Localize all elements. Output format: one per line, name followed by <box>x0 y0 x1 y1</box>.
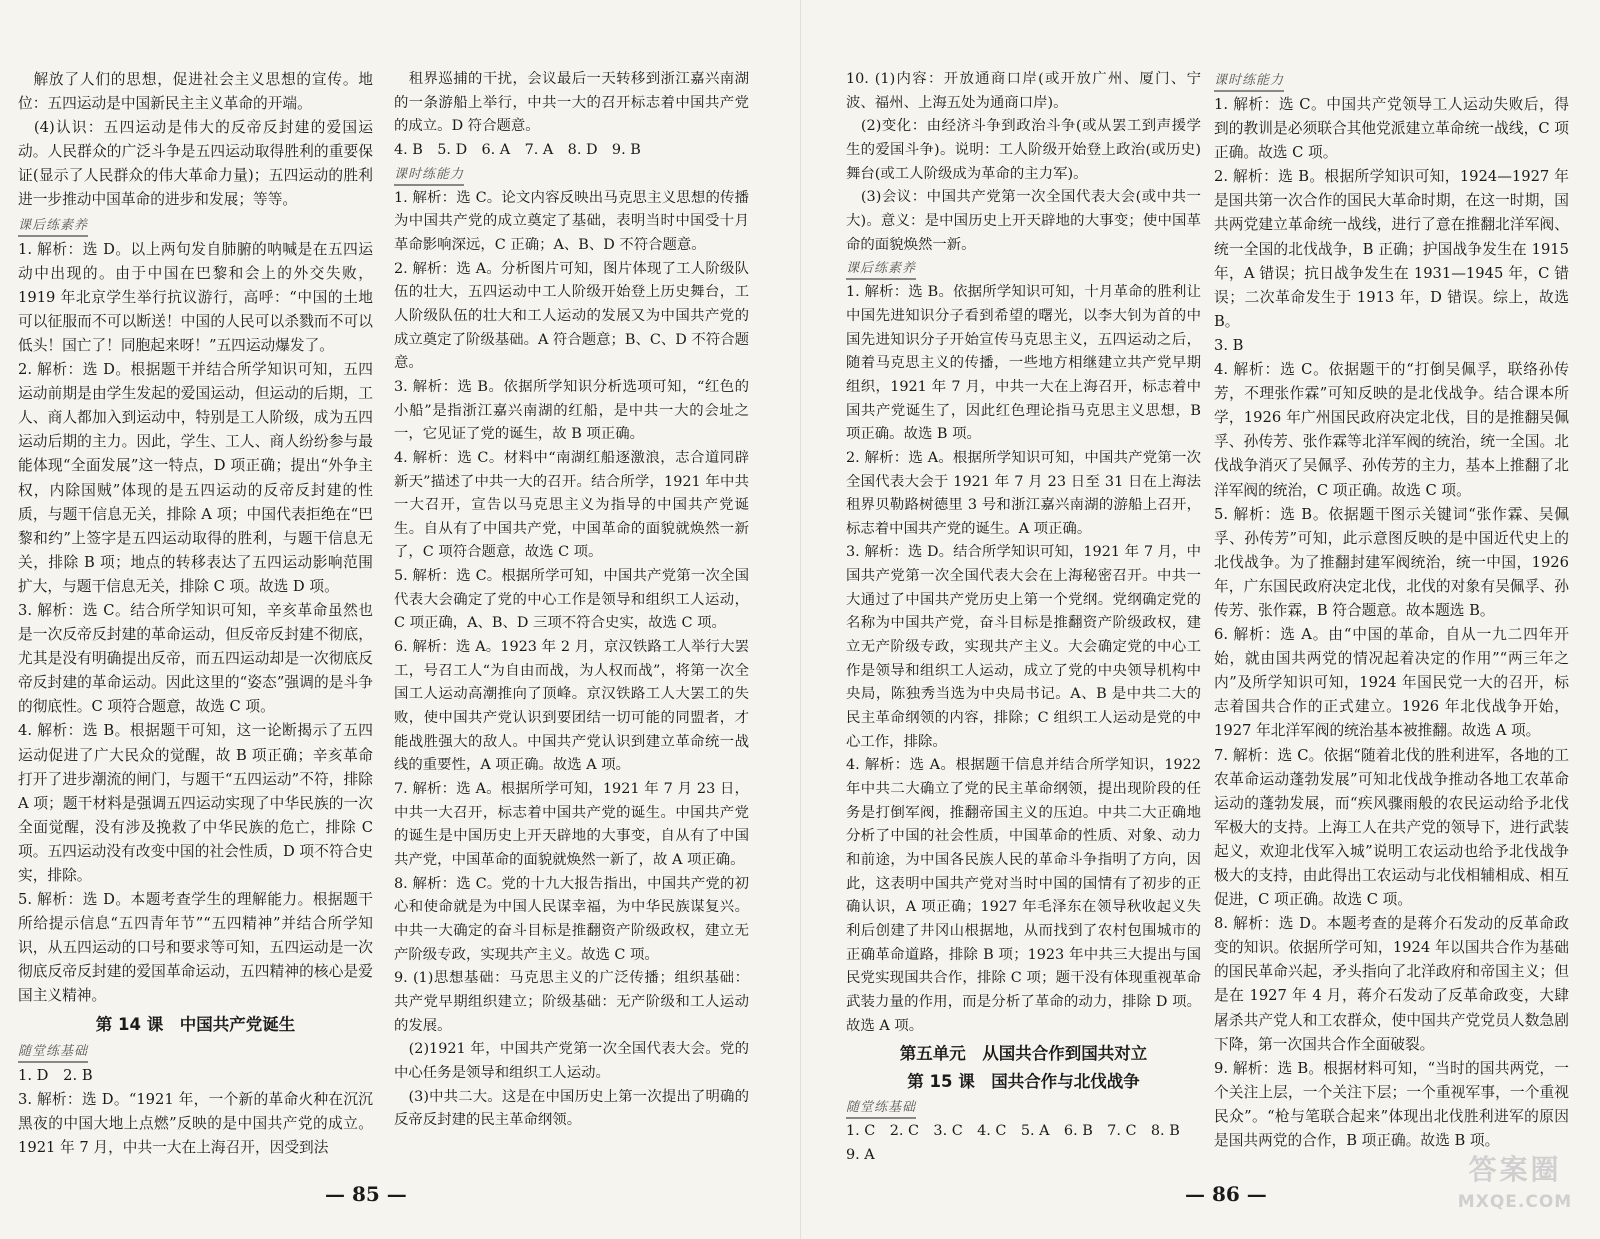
left-col-2 <box>394 68 749 1133</box>
answer-paragraph: 10. (1)内容：开放通商口岸(或开放广州、厦门、宁波、福州、上海五处为通商口岸)。 <box>846 71 1201 111</box>
answer-paragraph: 3. 解析：选 D。“1921 年，一个新的革命火种在沉沉黑夜的中国大地上点燃”反映的是中国共产党的成立。1921 年 7 月，中共一大在上海召开，因受到法 <box>18 1090 373 1156</box>
page-number-right: — 86 — <box>1185 1182 1267 1206</box>
section-heading: 课后练素养 <box>846 260 916 280</box>
answer-paragraph: 5. 解析：选 C。根据所学可知，中国共产党第一次全国代表大会确定了党的中心工作是领导和组织工人运动，C 项正确，A、B、D 三项不符合史实，故选 C 项。 <box>394 568 749 632</box>
right-page <box>800 0 1600 1239</box>
answer-paragraph: 4. 解析：选 B。根据题干可知，这一论断揭示了五四运动促进了广大民众的觉醒，故 B 项正确；辛亥革命打开了进步潮流的闸门，与题干“五四运动”不符，排除 A 项；题干材料是强调五四运动实现了中华民族的一次全面觉醒，没有涉及挽救了中华民族的危亡，排除 C 项。五四运动没有改变中国的社会性质，D 项不符合史实，排除。 <box>18 722 373 884</box>
section-heading-wrap <box>18 1039 373 1064</box>
answer-paragraph: 2. 解析：选 D。根据题干并结合所学知识可知，五四运动前期是由学生发起的爱国运动，但运动的后期，工人、商人都加入到运动中，特别是工人阶级，成为五四运动后期的主力。因此，学生、工人、商人纷纷参与最能体现“全面发展”这一特点，D 项正确；提出“外争主权，内除国贼”体现的是五四运动的反帝反封建的性质，与题干信息无关，排除 A 项；中国代表拒绝在“巴黎和约”上签字是五四运动取得的胜利，与题干信息无关，排除 B 项；地点的转移表达了五四运动影响范围扩大，与题干信息无关，排除 C 项。故选 D 项。 <box>18 361 373 595</box>
answer-paragraph: 4. 解析：选 C。依据题干的“打倒吴佩孚，联络孙传芳，不理张作霖”可知反映的是北伐战争。结合课本所学，1926 年广州国民政府决定北伐，目的是推翻吴佩孚、孙传芳、张作霖等北洋军阀的统治，统一全国。北伐战争消灭了吴佩孚、孙传芳的主力，基本上推翻了北洋军阀的统治，C 项正确。故选 C 项。 <box>1214 361 1569 499</box>
answer-paragraph: 租界巡捕的干扰，会议最后一天转移到浙江嘉兴南湖的一条游船上举行，中共一大的召开标志着中国共产党的成立。D 符合题意。 <box>394 71 749 135</box>
section-heading: 课后练素养 <box>18 217 88 237</box>
answer-paragraph: 9. (1)思想基础：马克思主义的广泛传播；组织基础：共产党早期组织建立；阶级基础：无产阶级和工人运动的发展。 <box>394 970 749 1034</box>
lesson-title: 第五单元 从国共合作到国共对立 <box>899 1044 1148 1064</box>
answer-paragraph: 4. 解析：选 A。根据题干信息并结合所学知识，1922 年中共二大确立了党的民主革命纲领，提出现阶段的任务是打倒军阀，推翻帝国主义的压迫。中共二大正确地分析了中国的社会性质，中国革命的性质、对象、动力和前途，为中国各民族人民的革命斗争指明了方向，因此，这表明中国共产党对当时中国的国情有了初步的正确认识，A 项正确；1927 年毛泽东在领导秋收起义失利后创建了井冈山根据地，从而找到了农村包围城市的正确革命道路，排除 B 项；1923 年中共三大提出与国民党实现国共合作，排除 C 项；题干没有体现重视革命武装力量的作用，而是分析了革命的动力，排除 D 项。故选 A 项。 <box>846 757 1201 1034</box>
answer-paragraph: (4)认识：五四运动是伟大的反帝反封建的爱国运动。人民群众的广泛斗争是五四运动取得胜利的重要保证(显示了人民群众的伟大革命力量)；五四运动的胜利进一步推动中国革命的进步和发展；等等。 <box>18 119 373 209</box>
section-heading: 课时练能力 <box>394 166 464 186</box>
answer-paragraph: 解放了人们的思想，促进社会主义思想的宣传。地位：五四运动是中国新民主主义革命的开端。 <box>18 71 373 113</box>
answer-paragraph: 3. B <box>1214 336 1244 354</box>
section-heading-wrap <box>394 163 749 187</box>
section-heading-wrap <box>1214 68 1569 93</box>
left-col-1 <box>18 68 373 1160</box>
answer-paragraph: 4. 解析：选 C。材料中“南湖红船逐激浪，志合道同辟新天”描述了中共一大的召开。结合所学，1921 年中共一大召开，宣告以马克思主义为指导的中国共产党诞生。自从有了中国共产党，中国革命的面貌就焕然一新了，C 项符合题意，故选 C 项。 <box>394 449 749 561</box>
answer-paragraph: 4. B 5. D 6. A 7. A 8. D 9. B <box>394 141 641 158</box>
answer-paragraph: 9. A <box>846 1146 875 1163</box>
answer-paragraph: 7. 解析：选 A。根据所学可知，1921 年 7 月 23 日，中共一大召开，标志着中国共产党的诞生。中国共产党的诞生是中国历史上开天辟地的大事变，自从有了中国共产党，中国革命的面貌就焕然一新了，故 A 项正确。 <box>394 781 749 868</box>
section-heading-wrap <box>846 1096 1201 1120</box>
section-heading-wrap <box>18 213 373 238</box>
answer-paragraph: 3. 解析：选 B。依据所学知识分析选项可知，“红色的小船”是指浙江嘉兴南湖的红船，是中共一大的会址之一，它见证了党的诞生，故 B 项正确。 <box>394 378 749 443</box>
answer-paragraph: 6. 解析：选 A。1923 年 2 月，京汉铁路工人举行大罢工，号召工人“为自由而战，为人权而战”，将第一次全国工人运动高潮推向了顶峰。京汉铁路工人大罢工的失败，使中国共产党认识到要团结一切可能的同盟者，才能战胜强大的敌人。中国共产党认识到建立革命统一战线的重要性，A 项正确。故选 A 项。 <box>394 639 749 774</box>
watermark-logo-text: 答案圈 <box>1468 1153 1562 1186</box>
answer-paragraph: 8. 解析：选 C。党的十九大报告指出，中国共产党的初心和使命就是为中国人民谋幸福，为中华民族谋复兴。中共一大确定的奋斗目标是推翻资产阶级政权，建立无产阶级专政，实现共产主义。故选 C 项。 <box>394 875 749 963</box>
section-heading-wrap <box>846 257 1201 281</box>
answer-paragraph: (2)1921 年，中国共产党第一次全国代表大会。党的中心任务是领导和组织工人运动。 <box>394 1041 749 1081</box>
lesson-title: 第 15 课 国共合作与北伐战争 <box>907 1072 1140 1092</box>
answer-paragraph: 3. 解析：选 D。结合所学知识可知，1921 年 7 月，中国共产党第一次全国代表大会在上海秘密召开。中共一大通过了中国共产党历史上第一个党纲。党纲确定党的名称为中国共产党，奋斗目标是推翻资产阶级政权，建立无产阶级专政，实现共产主义。大会确定党的中心工作是领导和组织工人运动，成立了党的中央领导机构中央局，陈独秀当选为中央局书记。A、B 是中共二大的民主革命纲领的内容，排除；C 组织工人运动是党的中心工作，排除。 <box>846 544 1201 750</box>
answer-paragraph: 5. 解析：选 B。依据题干图示关键词“张作霖、吴佩孚、孙传芳”可知，此示意图反映的是中国近代史上的北伐战争。为了推翻封建军阀统治，统一中国，1926 年，广东国民政府决定北伐，北伐的对象有吴佩孚、孙传芳、张作霖，B 符合题意。故本题选 B。 <box>1214 505 1569 619</box>
watermark-logo <box>1440 1150 1590 1230</box>
answer-paragraph: (2)变化：由经济斗争到政治斗争(或从罢工到声援学生的爱国斗争)。说明：工人阶级开始登上政治(或历史)舞台(或工人阶级成为革命的主力军)。 <box>846 118 1201 182</box>
answer-paragraph: 8. 解析：选 D。本题考查的是蒋介石发动的反革命政变的知识。依据所学可知，1924 年以国共合作为基础的国民革命兴起，矛头指向了北洋政府和帝国主义；但是在 1927 年 4 月，蒋介石发动了反革命政变，大肆屠杀共产党人和工农群众，使中国共产党党员人数急剧下降，第一次国共合作全面破裂。 <box>1214 915 1569 1053</box>
answer-paragraph: 1. D 2. B <box>18 1066 93 1084</box>
section-heading: 课时练能力 <box>1214 72 1284 92</box>
right-col-1 <box>846 68 1201 1168</box>
page-number-left: — 85 — <box>325 1182 407 1206</box>
answer-paragraph: 2. 解析：选 A。根据所学知识可知，中国共产党第一次全国代表大会于 1921 年 7 月 23 日至 31 日在上海法租界贝勒路树德里 3 号和浙江嘉兴南湖的游船上召开，标志着中国共产党的诞生。A 项正确。 <box>846 449 1201 537</box>
answer-paragraph: 1. C 2. C 3. C 4. C 5. A 6. B 7. C 8. B <box>846 1123 1180 1140</box>
answer-paragraph: 3. 解析：选 C。结合所学知识可知，辛亥革命虽然也是一次反帝反封建的革命运动，但反帝反封建不彻底，尤其是没有明确提出反帝，而五四运动却是一次彻底反帝反封建的革命运动。因此这里的“姿态”强调的是斗争的彻底性。C 项符合题意，故选 C 项。 <box>18 601 373 716</box>
answer-paragraph: 6. 解析：选 A。由“中国的革命，自从一九二四年开始，就由国共两党的情况起着决定的作用”“两三年之内”及所学知识可知，1924 年国民党一大的召开，标志着国共合作的正式建立。1926 年北伐战争开始，1927 年北洋军阀的统治基本被推翻。故选 A 项。 <box>1214 626 1569 740</box>
answer-paragraph: 1. 解析：选 C。中国共产党领导工人运动失败后，得到的教训是必须联合其他党派建立革命统一战线，C 项正确。故选 C 项。 <box>1214 96 1569 162</box>
answer-paragraph: 5. 解析：选 D。本题考查学生的理解能力。根据题干所给提示信息“五四青年节”“五四精神”并结合所学知识，从五四运动的口号和要求等可知，五四运动是一次彻底反帝反封建的爱国革命运动，五四精神的核心是爱国主义精神。 <box>18 891 373 1005</box>
watermark-url: MXQE.COM <box>1457 1192 1573 1212</box>
answer-paragraph: (3)会议：中国共产党第一次全国代表大会(或中共一大)。意义：是中国历史上开天辟地的大事变；使中国革命的面貌焕然一新。 <box>846 189 1201 253</box>
answer-paragraph: 9. 解析：选 B。根据材料可知，“当时的国共两党，一个关注上层，一个关注下层；一个重视军事，一个重视民众”。“枪与笔联合起来”体现出北伐胜利进军的原因是国共两党的合作，B 项正确。故选 B 项。 <box>1214 1059 1569 1150</box>
section-heading: 随堂练基础 <box>18 1043 88 1063</box>
lesson-title: 第 14 课 中国共产党诞生 <box>95 1014 296 1034</box>
answer-paragraph: (3)中共二大。这是在中国历史上第一次提出了明确的反帝反封建的民主革命纲领。 <box>394 1088 749 1129</box>
answer-paragraph: 2. 解析：选 B。根据所学知识可知，1924—1927 年是国共第一次合作的国民大革命时期，在这一时期，国共两党建立革命统一战线，进行了意在推翻北洋军阀、统一全国的北伐战争，B 正确；护国战争发生在 1915 年，A 错误；抗日战争发生在 1931—1945 年，C 错误；二次革命发生于 1913 年，D 错误。综上，故选 B。 <box>1214 168 1569 330</box>
section-heading: 随堂练基础 <box>846 1099 916 1119</box>
answer-paragraph: 2. 解析：选 A。分析图片可知，图片体现了工人阶级队伍的壮大，五四运动中工人阶级开始登上历史舞台，工人阶级队伍的壮大和工人运动的发展又为中国共产党的成立奠定了阶级基础。A 符合题意；B、C、D 不符合题意。 <box>394 260 749 372</box>
answer-paragraph: 1. 解析：选 D。以上两句发自肺腑的呐喊是在五四运动中出现的。由于中国在巴黎和会上的外交失败，1919 年北京学生举行抗议游行，高呼：“中国的土地可以征服而不可以断送！中国的人民可以杀戮而不可以低头！国亡了！同胞起来呀！”五四运动爆发了。 <box>18 240 373 354</box>
answer-paragraph: 7. 解析：选 C。依据“随着北伐的胜利进军，各地的工农革命运动蓬勃发展”可知北伐战争推动各地工农革命运动的蓬勃发展，而“疾风骤雨般的农民运动给予北伐军极大的支持。上海工人在共产党的领导下，进行武装起义，欢迎北伐军入城”说明工农运动也给予北伐战争极大的支持，由此得出工农运动与北伐相辅相成、相互促进，C 项正确。故选 C 项。 <box>1214 746 1569 909</box>
right-col-2 <box>1214 68 1569 1153</box>
answer-paragraph: 1. 解析：选 C。论文内容反映出马克思主义思想的传播为中国共产党的成立奠定了基础，表明当时中国受十月革命影响深远，C 正确；A、B、D 不符合题意。 <box>394 189 749 253</box>
answer-paragraph: 1. 解析：选 B。依据所学知识可知，十月革命的胜利让中国先进知识分子看到希望的曙光，以李大钊为首的中国先进知识分子开始宣传马克思主义，五四运动之后，随着马克思主义的传播，一些地方相继建立共产党早期组织，1921 年 7 月，中共一大在上海召开，标志着中国共产党诞生了，因此红色理论指马克思主义思想，B 项正确。故选 B 项。 <box>846 284 1201 443</box>
